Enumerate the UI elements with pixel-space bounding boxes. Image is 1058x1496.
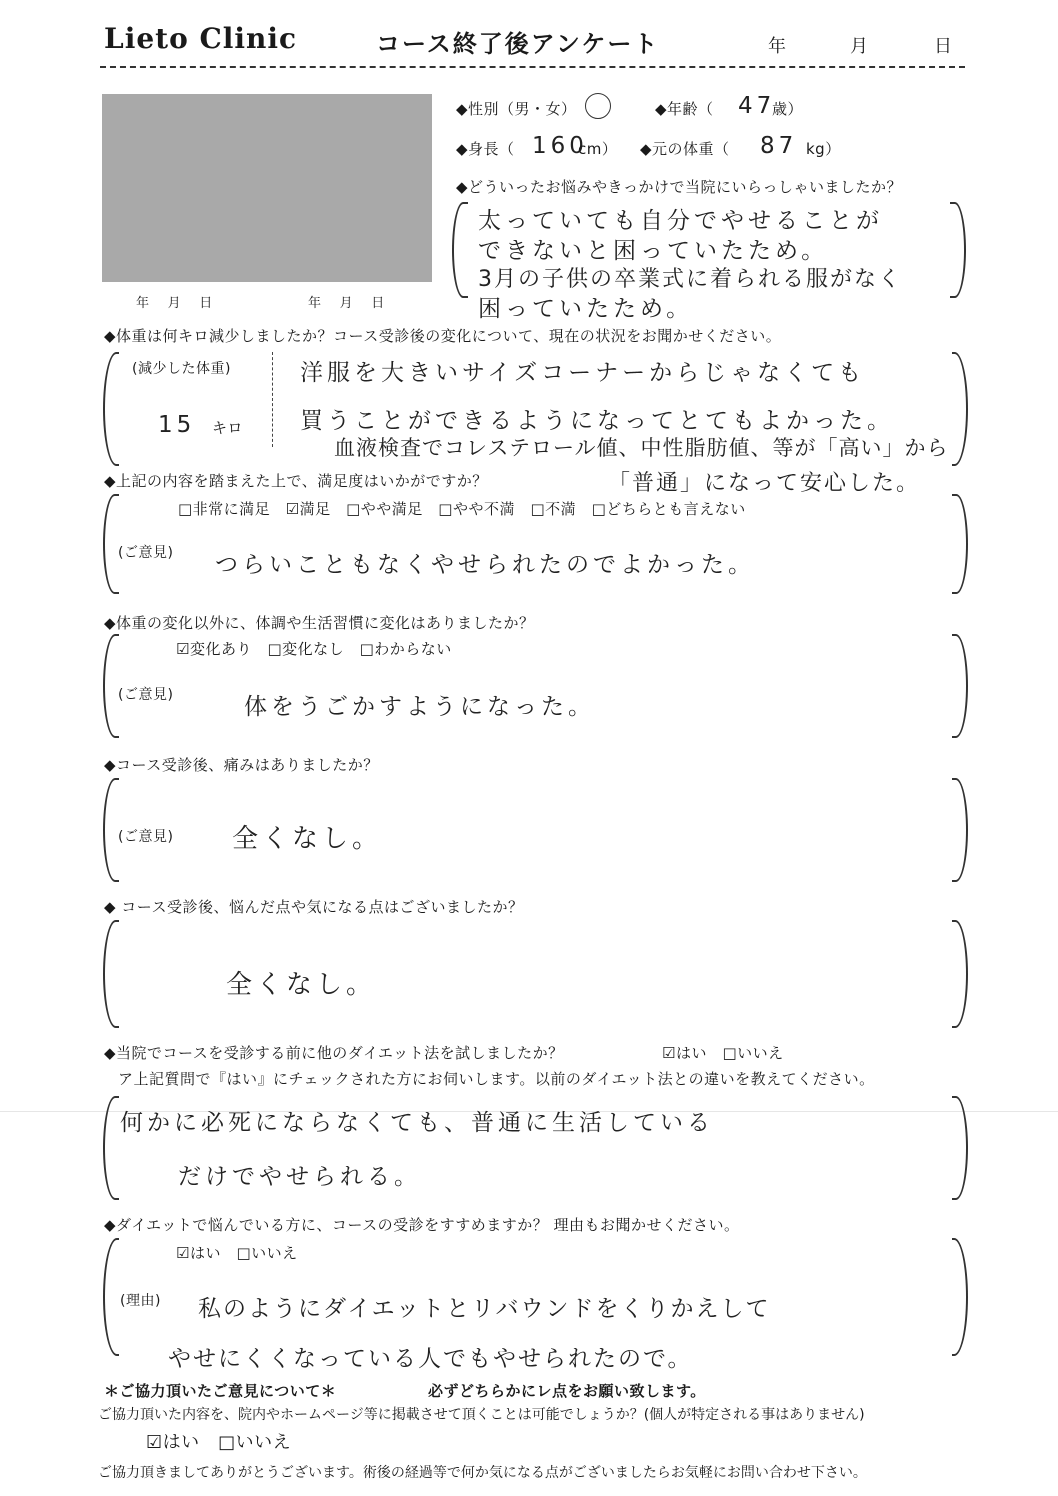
q1-answer-line1: 太っていても自分でやせることが [478, 208, 883, 234]
q4-change-options[interactable]: ☑変化あり □変化なし □わからない [176, 640, 452, 658]
q2-bracket-left [103, 352, 119, 466]
header-divider [100, 66, 965, 68]
q2-weight-lost-unit: キロ [212, 419, 244, 437]
date-year-label: 年 [768, 36, 787, 57]
q7-question: ◆当院でコースを受診する前に他のダイエット法を試しましたか？ [104, 1044, 564, 1062]
q1-question: ◆どういったお悩みやきっかけで当院にいらっしゃいましたか？ [456, 178, 903, 196]
consent-question: ご協力頂いた内容を、院内やホームページ等に掲載させて頂くことは可能でしょうか？(個人が特定される事はありません) [98, 1407, 865, 1423]
weight-unit: kg） [806, 140, 841, 158]
clinic-brand: Lieto Clinic [104, 22, 298, 55]
q1-bracket-right [950, 202, 966, 298]
q8-bracket-right [952, 1238, 968, 1356]
before-after-photo [102, 94, 432, 282]
height-unit: cm） [578, 140, 618, 158]
q8-reason-line2: やせにくくなっている人でもやせられたので。 [168, 1346, 693, 1372]
q5-question: ◆コース受診後、痛みはありましたか？ [104, 756, 379, 774]
footer-note-title: ＊ご協力頂いたご意見について＊ [104, 1382, 337, 1400]
q2-bracket-right [952, 352, 968, 466]
q3-bracket-right [952, 494, 968, 594]
q8-bracket-left [103, 1238, 119, 1356]
q7-answer-line2: だけでやせられる。 [178, 1164, 421, 1190]
q2-answer-line4: 「普通」になって安心した。 [608, 471, 921, 496]
q4-bracket-left [103, 634, 119, 738]
q3-satisfaction-options[interactable]: □非常に満足 ☑満足 □やや満足 □やや不満 □不満 □どちらとも言えない [178, 500, 746, 518]
page-title: コース終了後アンケート [376, 30, 660, 58]
q2-answer-line1: 洋服を大きいサイズコーナーからじゃなくても [300, 360, 866, 386]
q7-answer-line1: 何かに必死にならなくても、普通に生活している [120, 1110, 714, 1136]
q4-bracket-right [952, 634, 968, 738]
q7-bracket-left [103, 1096, 119, 1200]
weight-label: ◆元の体重（ [640, 140, 730, 158]
q3-opinion-answer: つらいこともなくやせられたのでよかった。 [215, 552, 755, 578]
q3-bracket-left [103, 494, 119, 594]
q7-followup-question: ア上記質問で『はい』にチェックされた方にお伺いします。以前のダイエット法との違いを教えてください。 [118, 1070, 875, 1088]
date-day-label: 日 [934, 36, 953, 57]
age-label: ◆年齢（ [655, 100, 714, 118]
date-month-label: 月 [850, 36, 869, 57]
q2-divider [272, 352, 273, 447]
q6-opinion-answer: 全くなし。 [226, 970, 377, 1000]
age-unit: 歳） [772, 100, 804, 118]
height-label: ◆身長（ [456, 140, 515, 158]
q6-bracket-left [103, 920, 119, 1028]
thanks-message: ご協力頂きましてありがとうございます。術後の経過等で何か気になる点がございましたらお気軽にお問い合わせ下さい。 [98, 1465, 867, 1481]
q1-answer-line2: できないと困っていたため。 [478, 238, 829, 264]
q5-bracket-right [952, 778, 968, 882]
q1-answer-line4: 困っていたため。 [478, 296, 694, 322]
q1-bracket-left [452, 202, 468, 298]
q8-question: ◆ダイエットで悩んでいる方に、コースの受診をすすめますか？ 理由もお聞かせください。 [104, 1216, 740, 1234]
photo-date-after: 年 月 日 [308, 296, 385, 311]
q1-answer-line3: 3月の子供の卒業式に着られる服がなく [478, 267, 902, 292]
weight-value: 87 [760, 133, 798, 159]
q2-question: ◆体重は何キロ減少しましたか？コース受診後の変化について、現在の状況をお聞かせください。 [104, 327, 782, 345]
q7-yes-no-options[interactable]: ☑はい □いいえ [662, 1044, 784, 1062]
q6-bracket-right [952, 920, 968, 1028]
q5-opinion-answer: 全くなし。 [232, 824, 383, 854]
height-value: 160 [532, 133, 588, 159]
gender-field: ◆性別（男・女） [456, 100, 577, 118]
q6-question: ◆ コース受診後、悩んだ点や気になる点はございましたか？ [104, 898, 524, 916]
gender-circle-mark [585, 93, 611, 119]
q8-reason-sublabel: (理由) [120, 1293, 161, 1309]
q2-weight-lost-value: 15 [158, 412, 196, 438]
q2-answer-line2: 買うことができるようになってとてもよかった。 [300, 408, 894, 434]
q8-yes-no-options[interactable]: ☑はい □いいえ [176, 1244, 298, 1262]
age-value: 47 [738, 93, 776, 119]
footer-note-request: 必ずどちらかにレ点をお願い致します。 [428, 1382, 706, 1400]
q2-weight-sublabel: (減少した体重) [132, 361, 231, 377]
q4-question: ◆体重の変化以外に、体調や生活習慣に変化はありましたか？ [104, 614, 535, 632]
q2-answer-line3: 血液検査でコレステロール値、中性脂肪値、等が「高い」から [334, 436, 949, 460]
q5-opinion-sublabel: (ご意見) [118, 829, 174, 845]
q5-bracket-left [103, 778, 119, 882]
q4-opinion-answer: 体をうごかすようになった。 [244, 694, 595, 720]
q3-question: ◆上記の内容を踏まえた上で、満足度はいかがですか？ [104, 472, 488, 490]
photo-date-before: 年 月 日 [136, 296, 213, 311]
consent-options[interactable]: ☑はい □いいえ [146, 1432, 292, 1453]
q3-opinion-sublabel: (ご意見) [118, 545, 174, 561]
q4-opinion-sublabel: (ご意見) [118, 687, 174, 703]
q8-reason-line1: 私のようにダイエットとリバウンドをくりかえして [198, 1296, 771, 1322]
